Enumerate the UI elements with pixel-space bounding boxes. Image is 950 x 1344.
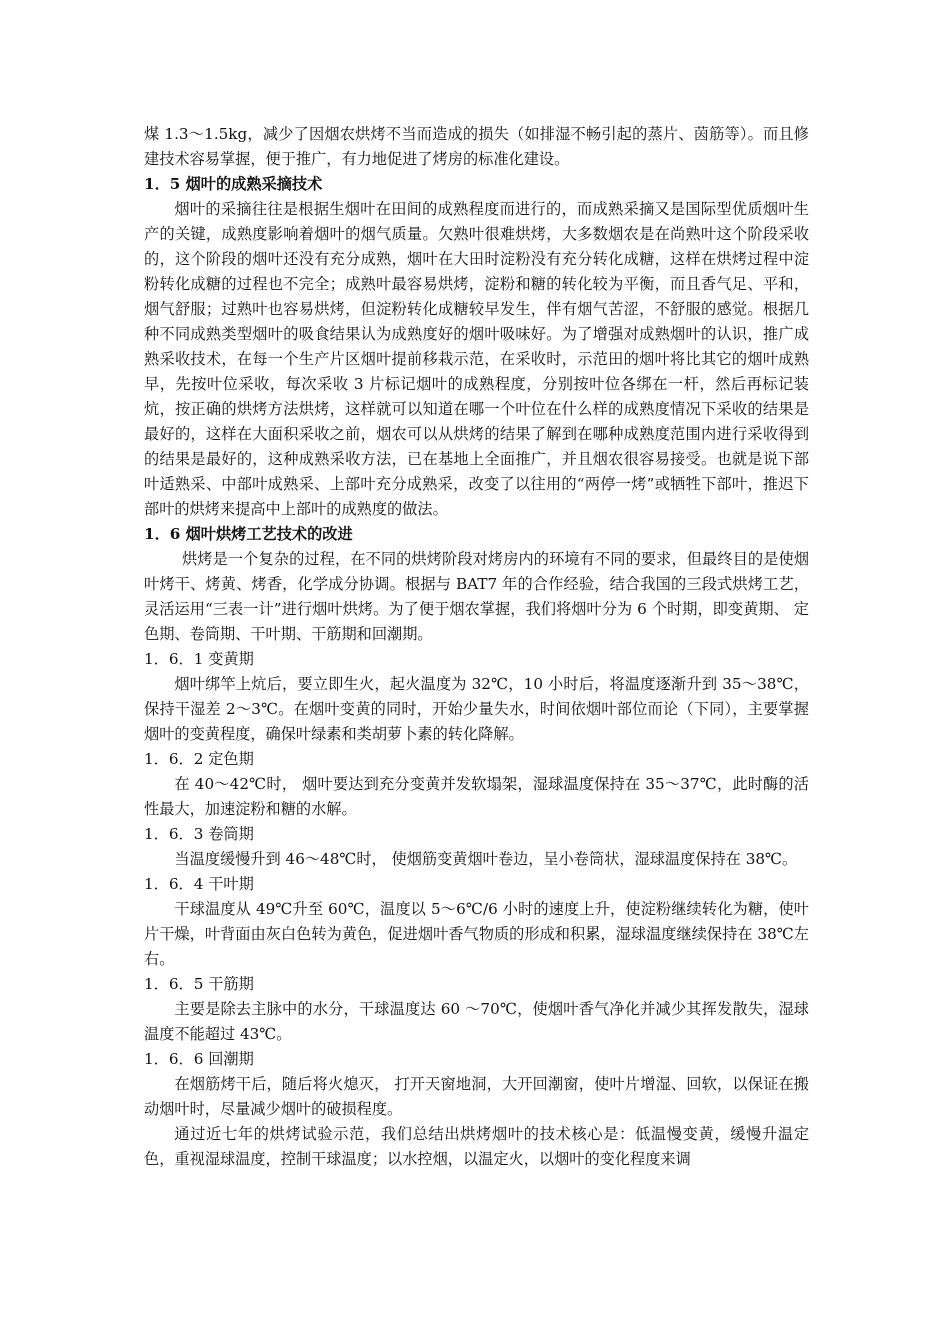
section-paragraph: 烘烤是一个复杂的过程，在不同的烘烤阶段对烤房内的环境有不同的要求，但最终目的是使烟叶烤干、烤黄、烤香，化学成分协调。根据与 BAT7 年的合作经验，结合我国的三段式烘烤工艺，灵活运用“三表一计”进行烟叶烘烤。为了便于烟农掌握，我们将烟叶分为 6 个时期，即变黄期、 定色期、卷筒期、干叶期、干筋期和回潮期。 [144,550,809,643]
subsection-paragraph: 干球温度从 49℃升至 60℃，温度以 5～6℃/6 小时的速度上升，使淀粉继续转化为糖，使叶片干燥，叶背面由灰白色转为黄色，促进烟叶香气物质的形成和积累，湿球温度继续保持在 38℃左右。 [144,900,809,968]
subsection-paragraph: 在烟筋烤干后，随后将火熄灭， 打开天窗地洞，大开回潮窗，使叶片增湿、回软，以保证在搬动烟叶时，尽量减少烟叶的破损程度。 [144,1075,809,1118]
intro-paragraph: 煤 1.3～1.5kg，减少了因烟农烘烤不当而造成的损失（如排湿不畅引起的蒸片、茵筋等）。而且修建技术容易掌握，便于推广，有力地促进了烤房的标准化建设。 [144,125,809,168]
subsection-heading: 1．6．6 回潮期 [144,1050,254,1068]
subsection-heading: 1．6．5 干筋期 [144,975,254,993]
subsection-paragraph: 主要是除去主脉中的水分，干球温度达 60 ～70℃，使烟叶香气净化并减少其挥发散失，湿球温度不能超过 43℃。 [144,1000,809,1043]
subsection-paragraph: 当温度缓慢升到 46～48℃时， 使烟筋变黄烟叶卷边，呈小卷筒状，湿球温度保持在 38℃。 [174,850,798,868]
section-paragraph: 烟叶的采摘往往是根据生烟叶在田间的成熟程度而进行的，而成熟采摘又是国际型优质烟叶生产的关键，成熟度影响着烟叶的烟气质量。欠熟叶很难烘烤，大多数烟农是在尚熟叶这个阶段采收的，这个阶段的烟叶还没有充分成熟，烟叶在大田时淀粉没有充分转化成糖，这样在烘烤过程中淀粉转化成糖的过程也不完全；成熟叶最容易烘烤，淀粉和糖的转化较为平衡，而且香气足、平和，烟气舒服；过熟叶也容易烘烤，但淀粉转化成糖较早发生，伴有烟气苦涩，不舒服的感觉。根据几种不同成熟类型烟叶的吸食结果认为成熟度好的烟叶吸味好。为了增强对成熟烟叶的认识，推广成熟采收技术，在每一个生产片区烟叶提前移栽示范，在采收时，示范田的烟叶将比其它的烟叶成熟早，先按叶位采收，每次采收 3 片标记烟叶的成熟程度，分别按叶位各绑在一杆，然后再标记装炕，按正确的烘烤方法烘烤，这样就可以知道在哪一个叶位在什么样的成熟度情况下采收的结果是最好的，这样在大面积采收之前，烟农可以从烘烤的结果了解到在哪种成熟度范围内进行采收得到的结果是最好的，这种成熟采收方法，已在基地上全面推广，并且烟农很容易接受。也就是说下部叶适熟采、中部叶成熟采、上部叶充分成熟采，改变了以往用的“两停一烤”或牺牲下部叶，推迟下部叶的烘烤来提高中上部叶的成熟度的做法。 [144,200,809,518]
subsection-heading: 1．6．2 定色期 [144,750,254,768]
closing-paragraph: 通过近七年的烘烤试验示范，我们总结出烘烤烟叶的技术核心是：低温慢变黄，缓慢升温定色，重视湿球温度，控制干球温度；以水控烟，以温定火，以烟叶的变化程度来调 [144,1125,809,1168]
subsection-heading: 1．6．4 干叶期 [144,875,254,893]
subsection-heading: 1．6．3 卷筒期 [144,825,254,843]
subsection-paragraph: 在 40～42℃时， 烟叶要达到充分变黄并发软塌架，湿球温度保持在 35～37℃，此时酶的活性最大，加速淀粉和糖的水解。 [144,775,809,818]
section-heading: 1．5 烟叶的成熟采摘技术 [144,175,323,193]
document-page [144,122,809,1172]
section-heading: 1．6 烟叶烘烤工艺技术的改进 [144,525,353,543]
subsection-heading: 1．6．1 变黄期 [144,650,254,668]
subsection-paragraph: 烟叶绑竿上炕后，要立即生火，起火温度为 32℃，10 小时后，将温度逐渐升到 35～38℃，保持干湿差 2～3℃。在烟叶变黄的同时，开始少量失水，时间依烟叶部位而论（下同），主要掌握烟叶的变黄程度，确保叶绿素和类胡萝卜素的转化降解。 [144,675,809,743]
